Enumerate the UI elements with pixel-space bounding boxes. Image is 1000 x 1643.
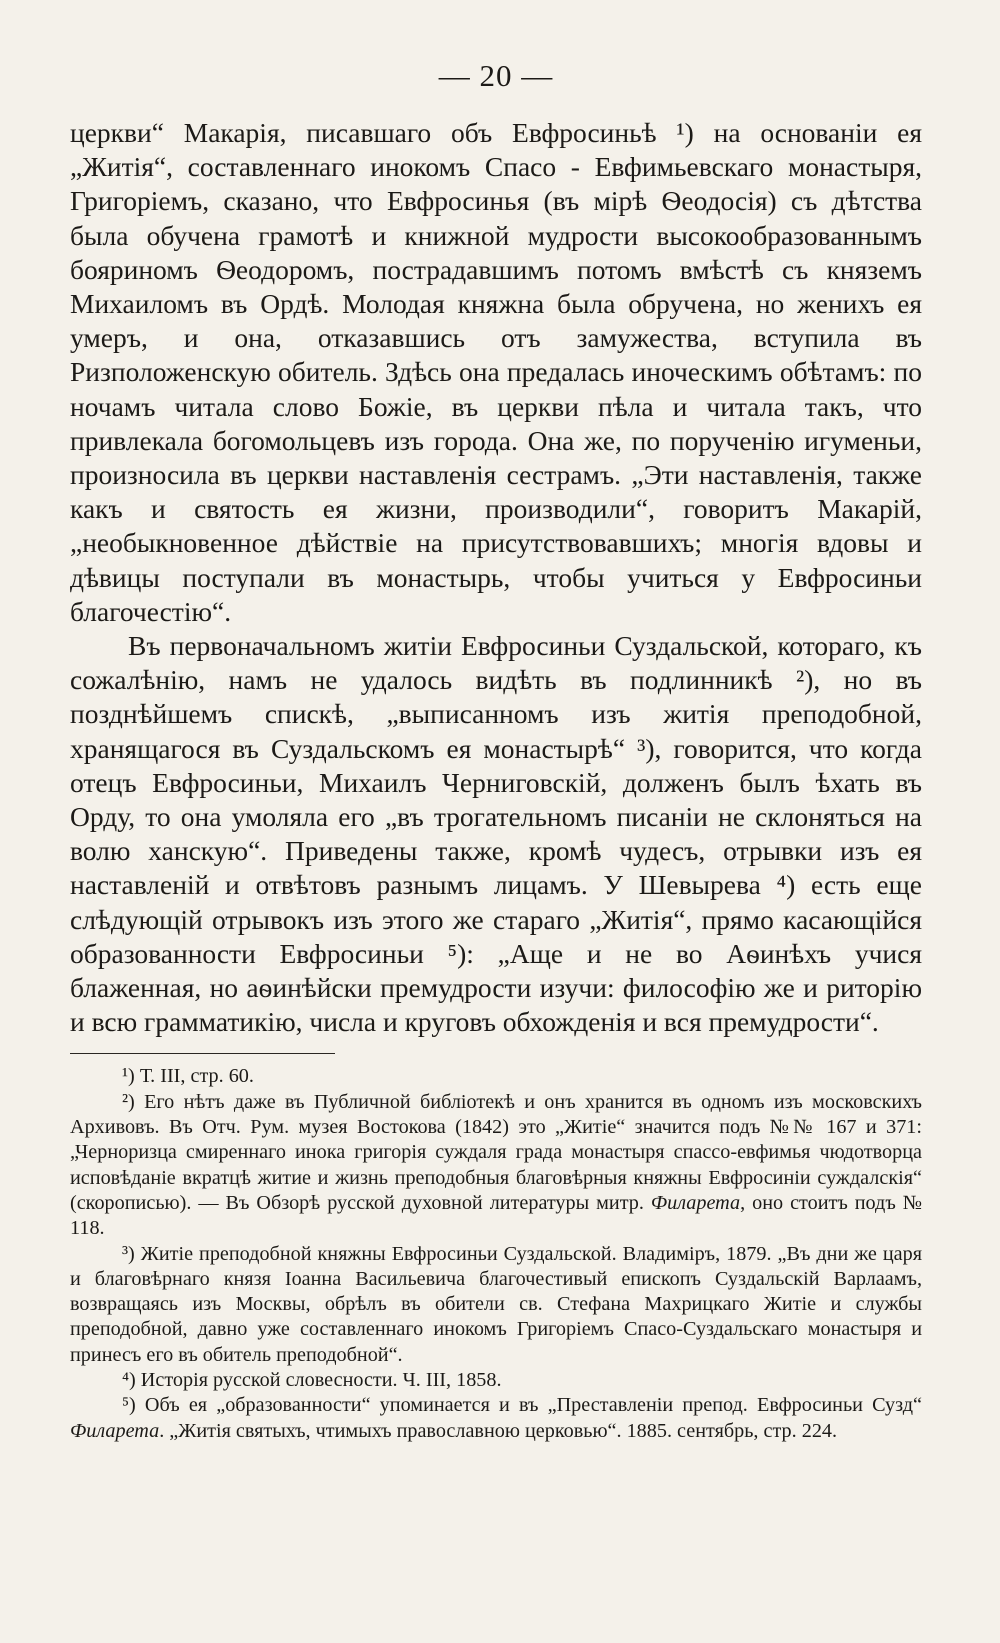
footnotes	[70, 1064, 922, 1443]
footnote-1: ¹) Т. III, стр. 60.	[122, 1065, 254, 1088]
footnote-2-author: Филарета	[650, 1191, 741, 1214]
footnote-5-author: Филарета	[70, 1419, 160, 1442]
footnote-3: ³) Житіе преподобной княжны Евфросиньи Суздальской. Владиміръ, 1879. „Въ дни же царя и благовѣрнаго князя Іоанна Васильевича благочестивый епископъ Суздальскій Варлаамъ, возвращаясь изъ Москвы, обрѣлъ въ обители св. Стефана Махрицкаго Житіе и службы преподобной, давно уже составленнаго инокомъ Григоріемъ Спасо-Суздальскаго монастыря и принесъ его въ обитель преподобной“.	[70, 1242, 922, 1366]
paragraph-1: церкви“ Макарія, писавшаго объ Евфросиньѣ ¹) на основаніи ея „Житія“, составленнаго инокомъ Спасо - Евфимьевскаго монастыря, Григоріемъ, сказано, что Евфросинья (въ мірѣ Ѳеодосія) съ дѣтства была обучена грамотѣ и книжной мудрости высокообразованнымъ бояриномъ Ѳеодоромъ, пострадавшимъ потомъ вмѣстѣ съ княземъ Михаиломъ въ Ордѣ. Молодая княжна была обручена, но женихъ ея умеръ, и она, отказавшись отъ замужества, вступила въ Ризположенскую обитель. Здѣсь она предалась иноческимъ обѣтамъ: по ночамъ читала слово Божіе, въ церкви пѣла и читала такъ, что привлекала богомольцевъ изъ города. Она же, по порученію игуменьи, произносила въ церкви наставленія сестрамъ. „Эти наставленія, также какъ и святость ея жизни, производили“, говоритъ Макарій, „необыкновенное дѣйствіе на присутствовавшихъ; многія вдовы и дѣвицы поступали въ монастырь, чтобы учиться у Евфросиньи благочестію“.	[70, 117, 922, 627]
footnote-5-text: ⁵) Объ ея „образованности“ упоминается и въ „Преставленіи препод. Евфросиньи Сузд“	[122, 1394, 922, 1417]
footnote-2	[70, 1090, 922, 1242]
main-text	[70, 116, 922, 1039]
paragraph-2: Въ первоначальномъ житіи Евфросиньи Суздальской, котораго, къ сожалѣнію, намъ не удалось видѣть въ подлинникѣ ²), но въ позднѣйшемъ спискѣ, „выписанномъ изъ житія преподобной, хранящагося въ Суздальскомъ ея монастырѣ“ ³), говорится, что когда отецъ Евфросиньи, Михаилъ Черниговскій, долженъ былъ ѣхать въ Орду, то она умоляла его „въ трогательномъ писаніи не склоняться на волю ханскую“. Приведены также, кромѣ чудесъ, отрывки изъ ея наставленій и отвѣтовъ разнымъ лицамъ. У Шевырева ⁴) есть еще слѣдующій отрывокъ изъ этого же стараго „Житія“, прямо касающійся образованности Евфросиньи ⁵): „Аще и не во Аѳинѣхъ учися блаженная, но аѳинѣйски премудрости изучи: философію же и риторію и всю грамматикію, числа и круговъ обхожденія и вся премудрости“.	[70, 630, 922, 1038]
footnote-2-tail: , оно стоитъ подъ № 118.	[70, 1191, 922, 1240]
footnote-divider	[70, 1053, 335, 1054]
page-number: — 20 —	[438, 58, 554, 93]
footnote-4: ⁴) Исторія русской словесности. Ч. III, 1858.	[122, 1369, 502, 1392]
footnote-5-tail: . „Житія святыхъ, чтимыхъ православною церковью“. 1885. сентябрь, стр. 224.	[159, 1419, 838, 1442]
book-page	[70, 58, 922, 1444]
footnote-5	[70, 1393, 922, 1444]
footnote-2-text: ²) Его нѣтъ даже въ Публичной библіотекѣ и онъ хранится въ одномъ изъ московскихъ Архивовъ. Въ Отч. Рум. музея Востокова (1842) это „Житіе“ значится подъ №№ 167 и 371: „Черноризца смиреннаго инока григорія суждаля града монастыря спассо-евфимья чюдотворца исповѣданіе вкратцѣ житие и жизнь преподобныя благовѣрныя княжны Евфросиніи суждалскія“ (скорописью). — Въ Обзорѣ русской духовной литературы митр.	[70, 1090, 922, 1214]
